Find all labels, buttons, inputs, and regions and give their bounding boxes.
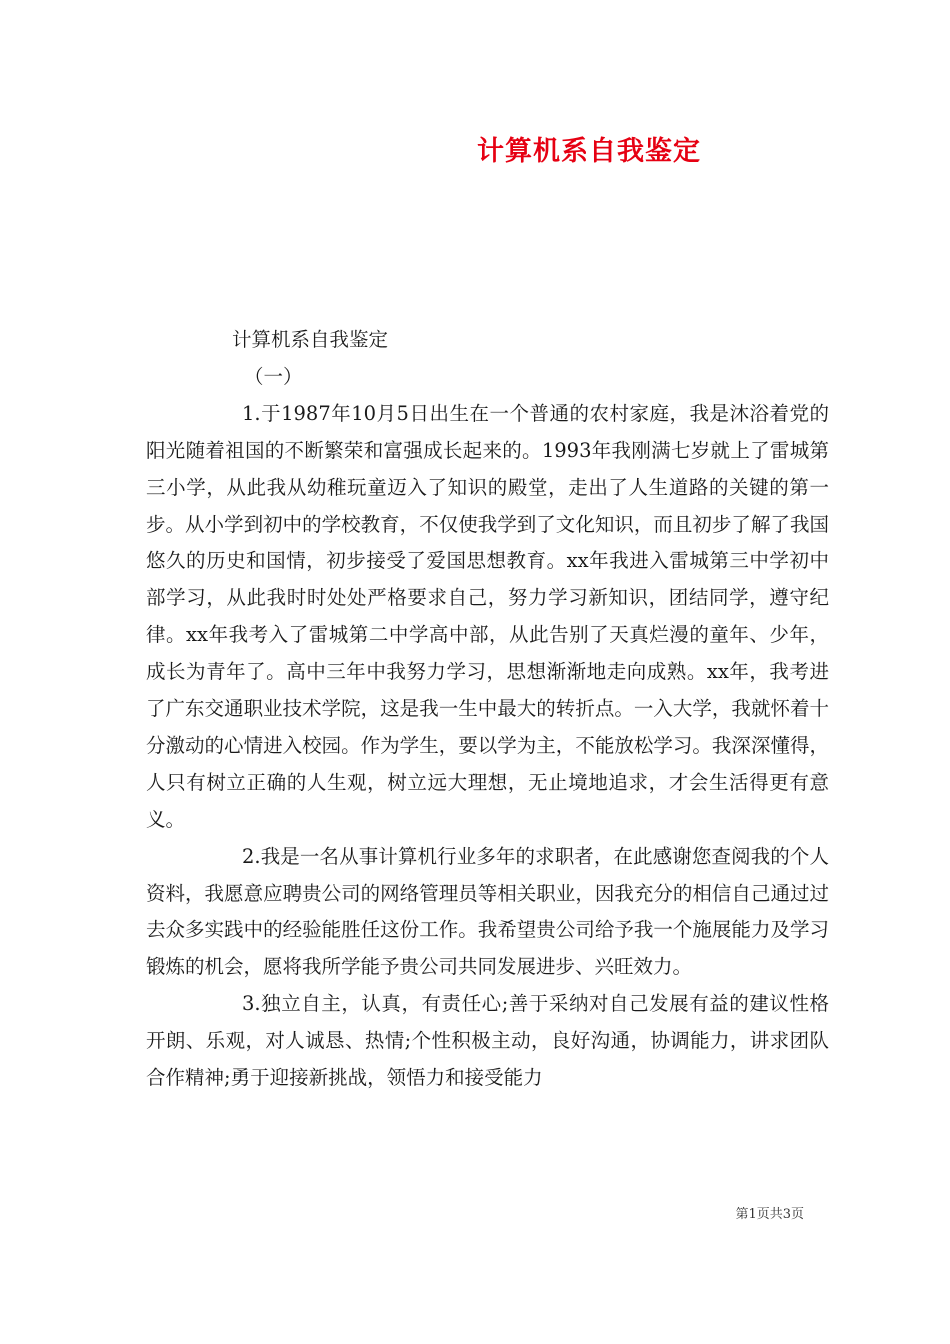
paragraph-2: 2.我是一名从事计算机行业多年的求职者，在此感谢您查阅我的个人资料，我愿意应聘贵公司的网络管理员等相关职业，因我充分的相信自己通过过去众多实践中的经验能胜任这份工作。我希望贵公司给予我一个施展能力及学习锻炼的机会，愿将我所学能予贵公司共同发展进步、兴旺效力。 bbox=[146, 844, 829, 979]
section-heading: （一） bbox=[244, 364, 303, 388]
page-footer: 第1页共3页 bbox=[735, 1207, 804, 1222]
paragraph-3: 3.独立自主，认真，有责任心;善于采纳对自己发展有益的建议性格开朗、乐观，对人诚恳、热情;个性积极主动，良好沟通，协调能力，讲求团队合作精神;勇于迎接新挑战，领悟力和接受能力 bbox=[146, 992, 829, 1090]
paragraph-1: 1.于1987年10月5日出生在一个普通的农村家庭，我是沐浴着党的阳光随着祖国的不断繁荣和富强成长起来的。1993年我刚满七岁就上了雷城第三小学，从此我从幼稚玩童迈入了知识的殿堂，走出了人生道路的关键的第一步。从小学到初中的学校教育，不仅使我学到了文化知识，而且初步了解了我国悠久的历史和国情，初步接受了爱国思想教育。xx年我进入雷城第三中学初中部学习，从此我时时处处严格要求自己，努力学习新知识，团结同学，遵守纪律。xx年我考入了雷城第二中学高中部，从此告别了天真烂漫的童年、少年，成长为青年了。高中三年中我努力学习，思想渐渐地走向成熟。xx年，我考进了广东交通职业技术学院，这是我一生中最大的转折点。一入大学，我就怀着十分激动的心情进入校园。作为学生，要以学为主，不能放松学习。我深深懂得，人只有树立正确的人生观，树立远大理想，无止境地追求，才会生活得更有意义。 bbox=[146, 401, 829, 831]
document-body bbox=[146, 322, 829, 1097]
page-title: 计算机系自我鉴定 bbox=[477, 136, 701, 167]
document-subtitle: 计算机系自我鉴定 bbox=[232, 328, 389, 351]
